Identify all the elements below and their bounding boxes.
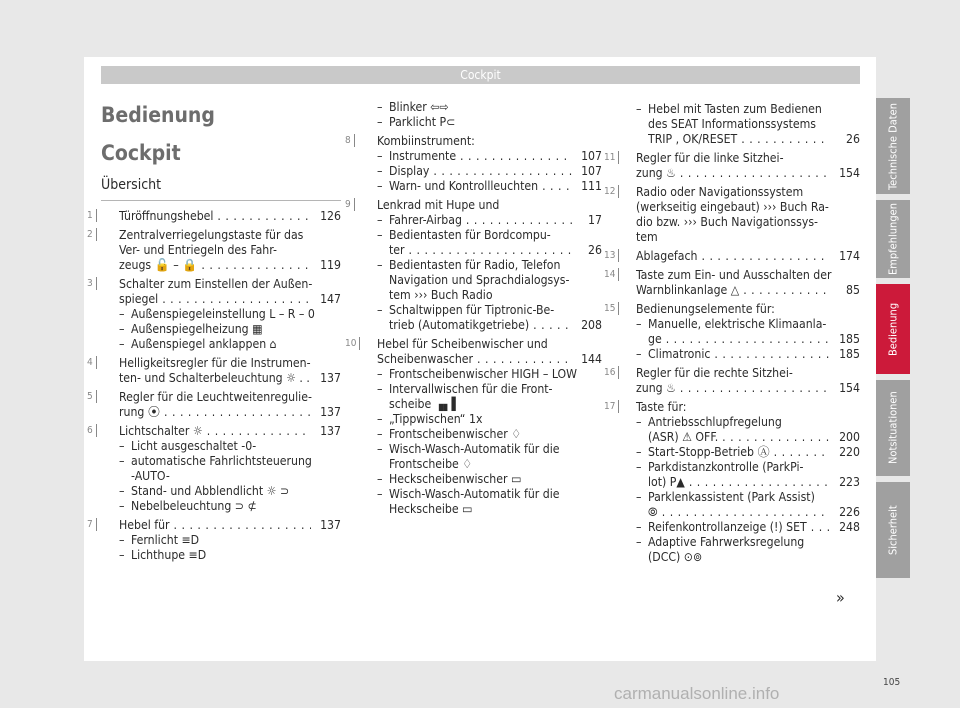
entry-line [119,258,341,273]
entry-text [389,303,602,333]
chapter-tab[interactable]: Bedienung [876,284,910,374]
entry-line [119,209,341,224]
item-number: 7 [87,518,97,531]
next-page-arrow: » [836,588,845,607]
entry-line: – Wisch-Wasch-Automatik für die [389,487,560,501]
entry-line: Zentralverriegelungstaste für das [119,228,304,242]
sub-item [377,100,602,115]
item-number: 14 [604,268,619,281]
entry-line: – Licht ausgeschaltet -0- [131,439,257,453]
sub-item [636,445,860,460]
entry-text [119,518,341,533]
entry-line: Helligkeitsregler für die Instrumen- [119,356,311,370]
sub-item [377,258,602,303]
entry-line: – Außenspiegeleinstellung L – R – 0 [131,307,315,321]
list-item [604,185,860,245]
entry-label: Hebel für . . . [119,518,311,533]
page-ref: 17 [588,213,602,227]
entry-line [648,475,860,490]
list-item [604,151,860,181]
entry-line: – Adaptive Fahrwerksregelung [648,535,805,549]
entry-line [119,371,341,386]
entry-text [389,115,602,130]
sub-item [377,303,602,333]
entry-line: scheibe ▗▖▌ [389,397,460,411]
sub-item [119,307,341,322]
sub-item [636,317,860,347]
page-ref: 223 [839,475,860,489]
item-number: 13 [604,249,619,262]
entry-line: dio bzw. ››› Buch Navigationssys- [636,215,819,229]
entry-line: – Frontscheibenwischer HIGH – LOW [389,367,578,381]
entry-line [389,149,602,164]
entry-line: – Blinker ⇦⇨ [389,100,449,114]
entry-label: – Display . . . [389,164,572,179]
item-number: 4 [87,356,97,369]
sub-item [377,149,602,164]
page-ref: 154 [839,166,860,180]
entry-line [636,381,860,396]
entry-line [377,352,602,367]
entry-text [377,198,602,213]
entry-line [648,132,860,147]
entry-line [119,424,341,439]
entry-text [119,356,341,386]
item-number: 6 [87,424,97,437]
page-ref: 137 [320,371,341,385]
entry-line: Regler für die linke Sitzhei- [636,151,784,165]
entry-line [119,518,341,533]
entry-text [648,347,860,362]
entry-line [389,179,602,194]
entry-text [389,442,602,472]
sub-item [119,454,341,484]
entry-line: – Parklicht P⊂ [389,115,456,129]
entry-label: ge . . . [648,332,830,347]
entry-text [636,249,860,264]
entry-line: – Intervallwischen für die Front- [389,382,553,396]
entry-text [636,400,860,415]
entry-text [389,179,602,194]
entry-label: – Warn- und Kontrollleuchten . . . [389,179,572,194]
entry-line: – Stand- und Abblendlicht ☼ ⊃ [131,484,290,498]
entry-line: – Nebelbeleuchtung ⊃ ⊄ [131,499,257,513]
list-item [87,424,341,514]
entry-label: Lichtschalter ☼ . . . [119,424,311,439]
entry-text [389,258,602,303]
page-ref: 126 [320,209,341,223]
page-ref: 208 [581,318,602,332]
entry-text [131,499,341,514]
entry-label: (ASR) ⚠ OFF. . . . [648,430,830,445]
entry-text [131,439,341,454]
page-number: 105 [883,677,901,688]
entry-label: rung ⦿ . . . [119,405,311,420]
item-number: 10 [345,337,360,350]
entry-line: Radio oder Navigationssystem [636,185,804,199]
entry-line: – Lichthupe ≡D [131,548,207,562]
section-header: Cockpit [101,66,860,84]
entry-text [377,134,602,149]
sub-item [377,213,602,228]
list-item [345,198,602,333]
entry-label: ten- und Schalterbeleuchtung ☼ . . . . . [119,371,311,386]
entry-line: -AUTO- [131,469,170,483]
entry-line: – „Tippwischen“ 1x [389,412,483,426]
list-item [604,268,860,298]
entry-line [389,243,602,258]
entry-text [636,366,860,396]
entry-line: – Fernlicht ≡D [131,533,200,547]
entry-text [636,185,860,245]
entry-label: – Reifenkontrollanzeige (!) SET . . . [648,520,830,535]
entry-line: Hebel für Scheibenwischer und [377,337,548,351]
sub-item [377,382,602,412]
entry-text [131,322,341,337]
entry-line: Lenkrad mit Hupe und [377,198,500,212]
sub-item [377,472,602,487]
entry-label: Scheibenwascher . . . [377,352,572,367]
page-ref: 107 [581,149,602,163]
entry-text [648,317,860,347]
entry-line: Kombiinstrument: [377,134,475,148]
entry-text [648,490,860,520]
list-item [87,356,341,386]
chapter-tab[interactable]: Technische Daten [876,98,910,194]
sub-item [119,322,341,337]
page-ref: 26 [588,243,602,257]
entry-line: – Bedientasten für Radio, Telefon [389,258,561,272]
entry-text [389,472,602,487]
entry-line: Bedienungselemente für: [636,302,775,316]
column-1 [87,102,341,567]
entry-line [389,164,602,179]
sub-item [377,164,602,179]
entry-line: (werkseitig eingebaut) ››› Buch Ra- [636,200,829,214]
sub-item [377,412,602,427]
sub-item [377,228,602,258]
entry-text [131,533,341,548]
list-item [87,277,341,352]
page-ref: 137 [320,518,341,532]
list-item [87,518,341,563]
entry-text [636,302,860,317]
entry-text [389,228,602,258]
watermark: carmanualsonline.info [614,684,780,703]
entry-text [131,454,341,484]
entry-text [648,520,860,535]
sub-item [636,347,860,362]
item-number: 9 [345,198,355,211]
entry-label: zung ♨ . . . [636,166,830,181]
entry-label: zung ♨ . . . [636,381,830,396]
list-item [604,302,860,362]
entry-text [648,445,860,460]
sub-item [377,442,602,472]
page-ref: 137 [320,424,341,438]
entry-line [648,347,860,362]
page-ref: 220 [839,445,860,459]
entry-text [119,390,341,420]
entry-text [119,277,341,307]
sub-item [636,102,860,147]
list-item [345,337,602,517]
page-ref: 200 [839,430,860,444]
item-number: 11 [604,151,619,164]
item-number: 16 [604,366,619,379]
entry-line: – Außenspiegelheizung ▦ [131,322,263,336]
entry-line [636,249,860,264]
entry-label: TRIP , OK/RESET . . . [648,132,830,147]
list-item [87,228,341,273]
entry-text [131,337,341,352]
chapter-tab[interactable]: Sicherheit [876,482,910,578]
entry-line: Taste für: [636,400,687,414]
sub-item [377,427,602,442]
entry-label: – Fahrer-Airbag . . . [389,213,572,228]
page-ref: 144 [581,352,602,366]
entry-text [119,424,341,439]
entry-text [648,535,860,565]
entry-line: – automatische Fahrlichtsteuerung [131,454,312,468]
page-ref: 185 [839,347,860,361]
entry-text [648,460,860,490]
item-number: 15 [604,302,619,315]
entry-line: tem ››› Buch Radio [389,288,493,302]
entry-label: trieb (Automatikgetriebe) . . . [389,318,572,333]
list-item [604,249,860,264]
entry-label: – Instrumente . . . [389,149,572,164]
entry-text [636,268,860,298]
chapter-tab[interactable]: Notsituationen [876,380,910,476]
entry-text [389,382,602,412]
item-number: 3 [87,277,97,290]
item-number: 12 [604,185,619,198]
page-ref: 248 [839,520,860,534]
page-ref: 185 [839,332,860,346]
column-3 [604,102,860,569]
item-number: 2 [87,228,97,241]
entry-label: lot) P▲ . . . [648,475,830,490]
page-ref: 226 [839,505,860,519]
sub-item [377,487,602,517]
entry-line: (DCC) ⊙⊚ [648,550,703,564]
entry-line: – Frontscheibenwischer ♢ [389,427,522,441]
entry-line: Navigation und Sprachdialogsys- [389,273,570,287]
page-ref: 154 [839,381,860,395]
entry-label: Warnblinkanlage △ . . . [636,283,830,298]
entry-line [389,318,602,333]
entry-line [636,283,860,298]
entry-label: Ablagefach . . . [636,249,830,264]
page-ref: 174 [839,249,860,263]
sub-item [636,520,860,535]
entry-text [119,228,341,273]
sub-item [636,535,860,565]
entry-text [377,337,602,367]
column-2 [345,100,602,521]
page-ref: 107 [581,164,602,178]
entry-text [389,213,602,228]
entry-line: Taste zum Ein- und Ausschalten der [636,268,832,282]
entry-line: – Heckscheibenwischer ▭ [389,472,522,486]
chapter-tabs [876,98,910,584]
page-ref: 147 [320,292,341,306]
page-ref: 85 [846,283,860,297]
entry-line [636,166,860,181]
entry-line: – Hebel mit Tasten zum Bedienen [648,102,822,116]
entry-line: des SEAT Informationssystems [648,117,817,131]
entry-line [648,430,860,445]
entry-text [389,367,602,382]
entry-line: Heckscheibe ▭ [389,502,473,516]
entry-label: – Start-Stopp-Betrieb Ⓐ . . . [648,445,830,460]
entry-text [648,415,860,445]
entry-label: – Climatronic . . . [648,347,830,362]
sub-item [636,415,860,445]
page-ref: 119 [320,258,341,272]
sub-item [377,367,602,382]
entry-line: Frontscheibe ♢ [389,457,473,471]
sub-item [377,179,602,194]
entry-line: – Wisch-Wasch-Automatik für die [389,442,560,456]
entry-text [131,548,341,563]
list-item [87,390,341,420]
entry-label: zeugs 🔓 – 🔒 . . . [119,258,311,273]
sub-item [119,533,341,548]
entry-text [648,102,860,147]
sub-item [119,439,341,454]
entry-text [389,412,602,427]
entry-line: Ver- und Entriegeln des Fahr- [119,243,277,257]
subsection-title: Übersicht [101,176,341,201]
entry-text [131,484,341,499]
entry-label: ter . . . [389,243,572,258]
entry-label: Türöffnungshebel . . . [119,209,311,224]
entry-line: – Schaltwippen für Tiptronic-Be- [389,303,555,317]
entry-line [648,445,860,460]
item-number: 5 [87,390,97,403]
entry-line: Regler für die rechte Sitzhei- [636,366,793,380]
entry-line: Schalter zum Einstellen der Außen- [119,277,313,291]
list-item [87,209,341,224]
entry-line: tem [636,230,658,244]
entry-line: – Bedientasten für Bordcompu- [389,228,551,242]
entry-line: – Außenspiegel anklappen ⌂ [131,337,277,351]
list-item [604,366,860,396]
entry-text [389,100,602,115]
entry-line: – Parklenkassistent (Park Assist) [648,490,815,504]
entry-line: – Antriebsschlupfregelung [648,415,782,429]
sub-item [119,499,341,514]
entry-text [389,427,602,442]
entry-label: ⦾ . . . [648,505,830,520]
list-item-continued [618,102,860,147]
entry-text [119,209,341,224]
entry-line: Regler für die Leuchtweitenregulie- [119,390,312,404]
entry-text [389,487,602,517]
page-ref: 111 [581,179,602,193]
item-number: 8 [345,134,355,147]
sub-item [119,548,341,563]
item-number: 1 [87,209,97,222]
page-ref: 26 [846,132,860,146]
entry-text [636,151,860,181]
entry-line [648,520,860,535]
list-item-continued [359,100,602,130]
sub-item [119,484,341,499]
chapter-tab[interactable]: Empfehlungen [876,200,910,278]
list-item [345,134,602,194]
entry-text [389,149,602,164]
item-number: 17 [604,400,619,413]
entry-text [389,164,602,179]
entry-line [648,505,860,520]
list-item [604,400,860,565]
section-title: Cockpit [101,141,181,165]
entry-line [648,332,860,347]
entry-line [119,405,341,420]
sub-item [119,337,341,352]
entry-text [131,307,341,322]
entry-line: – Manuelle, elektrische Klimaanla- [648,317,827,331]
sub-item [636,490,860,520]
entry-line: – Parkdistanzkontrolle (ParkPi- [648,460,804,474]
entry-line [119,292,341,307]
entry-label: spiegel . . . [119,292,311,307]
entry-line [389,213,602,228]
sub-item [636,460,860,490]
sub-item [377,115,602,130]
page-ref: 137 [320,405,341,419]
page-title: Bedienung [101,103,215,127]
